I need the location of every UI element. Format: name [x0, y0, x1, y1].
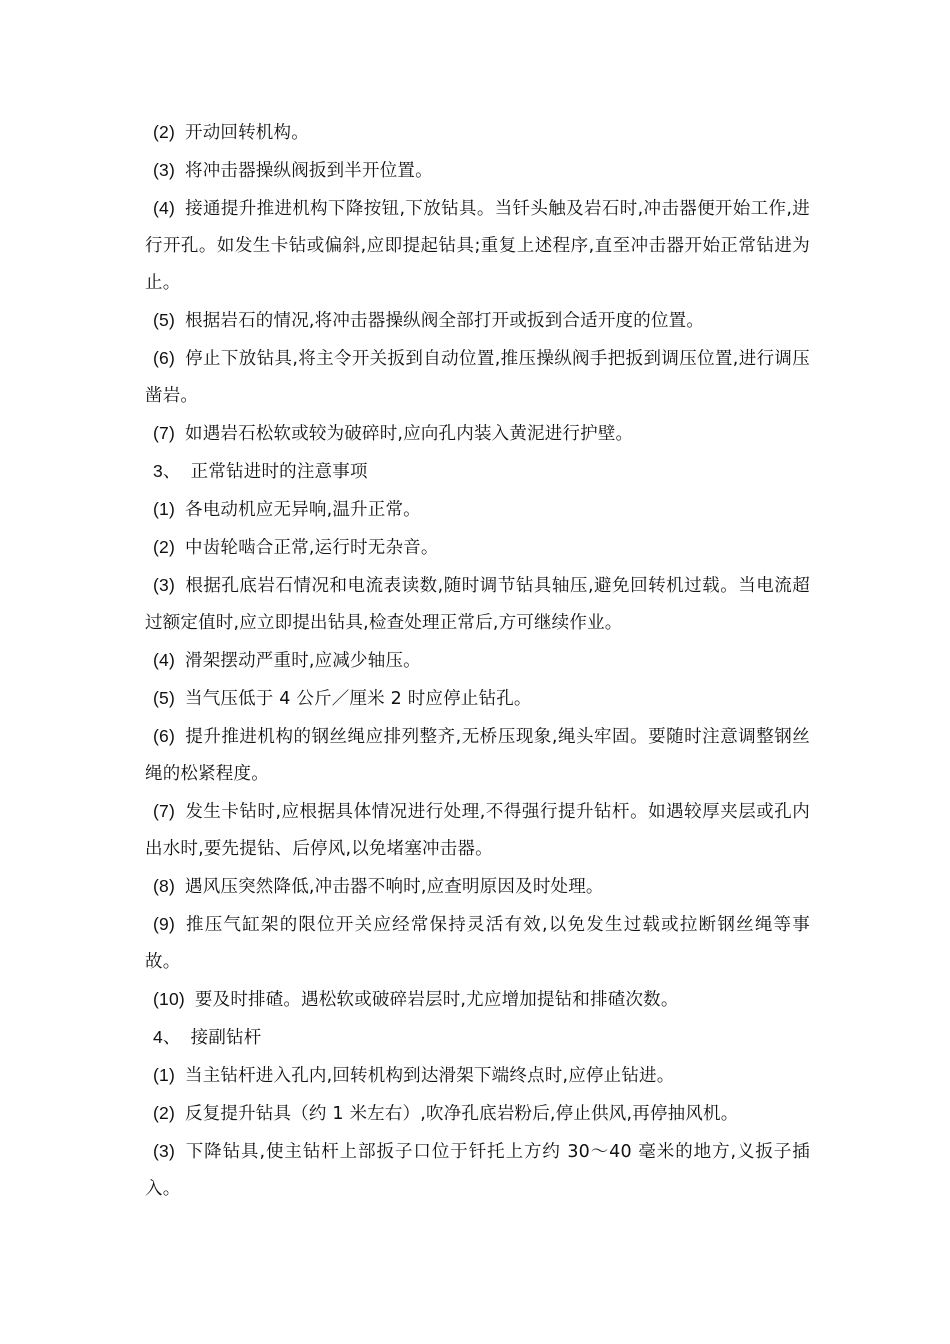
item-text: 各电动机应无异响,温升正常。: [185, 500, 421, 520]
item-number: (5): [153, 310, 175, 330]
paragraph: [145, 1095, 810, 1133]
item-text: 停止下放钻具,将主令开关扳到自动位置,推压操纵阀手把扳到调压位置,进行调压凿岩。: [145, 349, 810, 406]
paragraph: [145, 529, 810, 567]
item-number: (1): [153, 1065, 175, 1085]
item-number: (4): [153, 650, 175, 670]
item-number: (9): [153, 914, 175, 934]
item-text: 当气压低于 4 公斤／厘米 2 时应停止钻孔。: [185, 689, 532, 709]
section-number: 3、: [153, 461, 181, 481]
item-number: (2): [153, 1103, 175, 1123]
section-heading: [145, 453, 810, 491]
paragraph: [145, 981, 810, 1019]
paragraph: [145, 793, 810, 868]
item-number: (2): [153, 537, 175, 557]
item-text: 提升推进机构的钢丝绳应排列整齐,无桥压现象,绳头牢固。要随时注意调整钢丝绳的松紧程度。: [145, 727, 810, 784]
paragraph: [145, 302, 810, 340]
section-title: 接副钻杆: [190, 1028, 262, 1048]
paragraph: [145, 114, 810, 152]
item-number: (6): [153, 348, 175, 368]
item-text: 反复提升钻具（约 1 米左右）,吹净孔底岩粉后,停止供风,再停抽风机。: [185, 1104, 739, 1124]
item-text: 将冲击器操纵阀扳到半开位置。: [185, 161, 433, 181]
item-text: 如遇岩石松软或较为破碎时,应向孔内装入黄泥进行护壁。: [185, 424, 634, 444]
item-text: 根据孔底岩石情况和电流表读数,随时调节钻具轴压,避免回转机过载。当电流超过额定值时,应立即提出钻具,检查处理正常后,方可继续作业。: [145, 576, 810, 633]
paragraph: [145, 1133, 810, 1208]
paragraph: [145, 190, 810, 302]
item-text: 下降钻具,使主钻杆上部扳子口位于钎托上方约 30～40 毫米的地方,义扳子插入。: [145, 1142, 810, 1199]
item-text: 推压气缸架的限位开关应经常保持灵活有效,以免发生过载或拉断钢丝绳等事故。: [145, 915, 810, 972]
paragraph: [145, 906, 810, 981]
section-heading: [145, 1019, 810, 1057]
paragraph: [145, 415, 810, 453]
item-text: 根据岩石的情况,将冲击器操纵阀全部打开或扳到合适开度的位置。: [185, 311, 705, 331]
paragraph: [145, 642, 810, 680]
section-title: 正常钻进时的注意事项: [190, 462, 368, 482]
item-number: (10): [153, 989, 185, 1009]
item-number: (6): [153, 726, 175, 746]
item-text: 接通提升推进机构下降按钮,下放钻具。当钎头触及岩石时,冲击器便开始工作,进行开孔。如发生卡钻或偏斜,应即提起钻具;重复上述程序,直至冲击器开始正常钻进为止。: [145, 199, 810, 293]
item-number: (8): [153, 876, 175, 896]
paragraph: [145, 567, 810, 642]
item-number: (4): [153, 198, 175, 218]
item-text: 中齿轮啮合正常,运行时无杂音。: [185, 538, 439, 558]
paragraph: [145, 340, 810, 415]
item-text: 开动回转机构。: [185, 123, 309, 143]
item-number: (5): [153, 688, 175, 708]
paragraph: [145, 1057, 810, 1095]
paragraph: [145, 491, 810, 529]
item-number: (7): [153, 423, 175, 443]
item-number: (3): [153, 1141, 175, 1161]
paragraph: [145, 868, 810, 906]
item-number: (3): [153, 160, 175, 180]
item-number: (3): [153, 575, 175, 595]
section-number: 4、: [153, 1027, 181, 1047]
paragraph: [145, 680, 810, 718]
item-text: 要及时排碴。遇松软或破碎岩层时,尤应增加提钻和排碴次数。: [194, 990, 679, 1010]
item-text: 当主钻杆进入孔内,回转机构到达滑架下端终点时,应停止钻进。: [185, 1066, 675, 1086]
item-text: 发生卡钻时,应根据具体情况进行处理,不得强行提升钻杆。如遇较厚夹层或孔内出水时,要先提钻、后停风,以免堵塞冲击器。: [145, 802, 810, 859]
item-number: (7): [153, 801, 175, 821]
document-body: [145, 114, 810, 1208]
item-number: (2): [153, 122, 175, 142]
item-text: 滑架摆动严重时,应减少轴压。: [185, 651, 421, 671]
item-number: (1): [153, 499, 175, 519]
paragraph: [145, 152, 810, 190]
item-text: 遇风压突然降低,冲击器不响时,应查明原因及时处理。: [185, 877, 604, 897]
paragraph: [145, 718, 810, 793]
